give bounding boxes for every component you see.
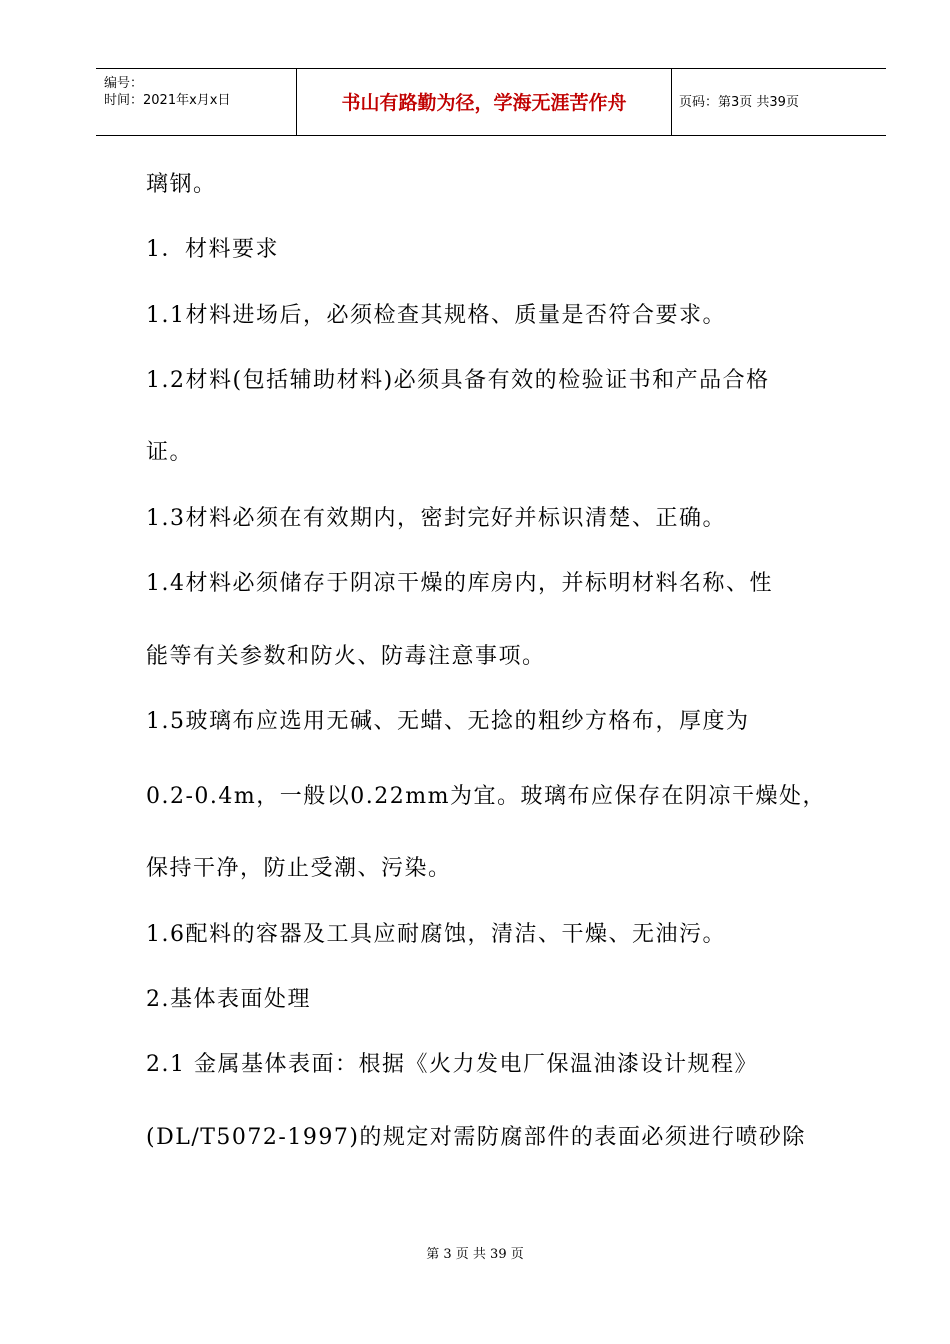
header-page-info: 页码：第3页 共39页	[679, 95, 799, 110]
body-line: 1.5玻璃布应选用无碱、无蜡、无捻的粗纱方格布，厚度为	[146, 709, 750, 734]
body-line: 2.1 金属基体表面：根据《火力发电厂保温油漆设计规程》	[146, 1052, 758, 1077]
body-line: 0.2-0.4m，一般以0.22mm为宜。玻璃布应保存在阴凉干燥处，	[146, 784, 826, 809]
body-line: 璃钢。	[146, 172, 217, 197]
page-footer: 第 3 页 共 39 页	[426, 1247, 524, 1262]
body-line: 1.1材料进场后，必须检查其规格、质量是否符合要求。	[146, 303, 726, 328]
header-number-label: 编号：	[104, 76, 144, 91]
body-line: 1．材料要求	[146, 237, 279, 262]
body-line: 1.3材料必须在有效期内，密封完好并标识清楚、正确。	[146, 506, 726, 531]
body-line: 能等有关参数和防火、防毒注意事项。	[146, 644, 546, 669]
body-line: 1.4材料必须储存于阴凉干燥的库房内，并标明材料名称、性	[146, 571, 773, 596]
body-line: 2.基体表面处理	[146, 987, 311, 1012]
header-motto: 书山有路勤为径，学海无涯苦作舟	[341, 92, 627, 114]
page-header	[96, 68, 886, 136]
body-line: 1.6配料的容器及工具应耐腐蚀，清洁、干燥、无油污。	[146, 922, 726, 947]
body-line: 保持干净，防止受潮、污染。	[146, 856, 452, 881]
body-line: (DL/T5072-1997)的规定对需防腐部件的表面必须进行喷砂除	[146, 1125, 806, 1150]
body-line: 1.2材料(包括辅助材料)必须具备有效的检验证书和产品合格	[146, 368, 770, 393]
header-meta	[104, 75, 230, 109]
header-divider	[671, 69, 672, 135]
body-line: 证。	[146, 440, 194, 465]
header-time-label: 时间：2021年x月x日	[104, 93, 231, 108]
